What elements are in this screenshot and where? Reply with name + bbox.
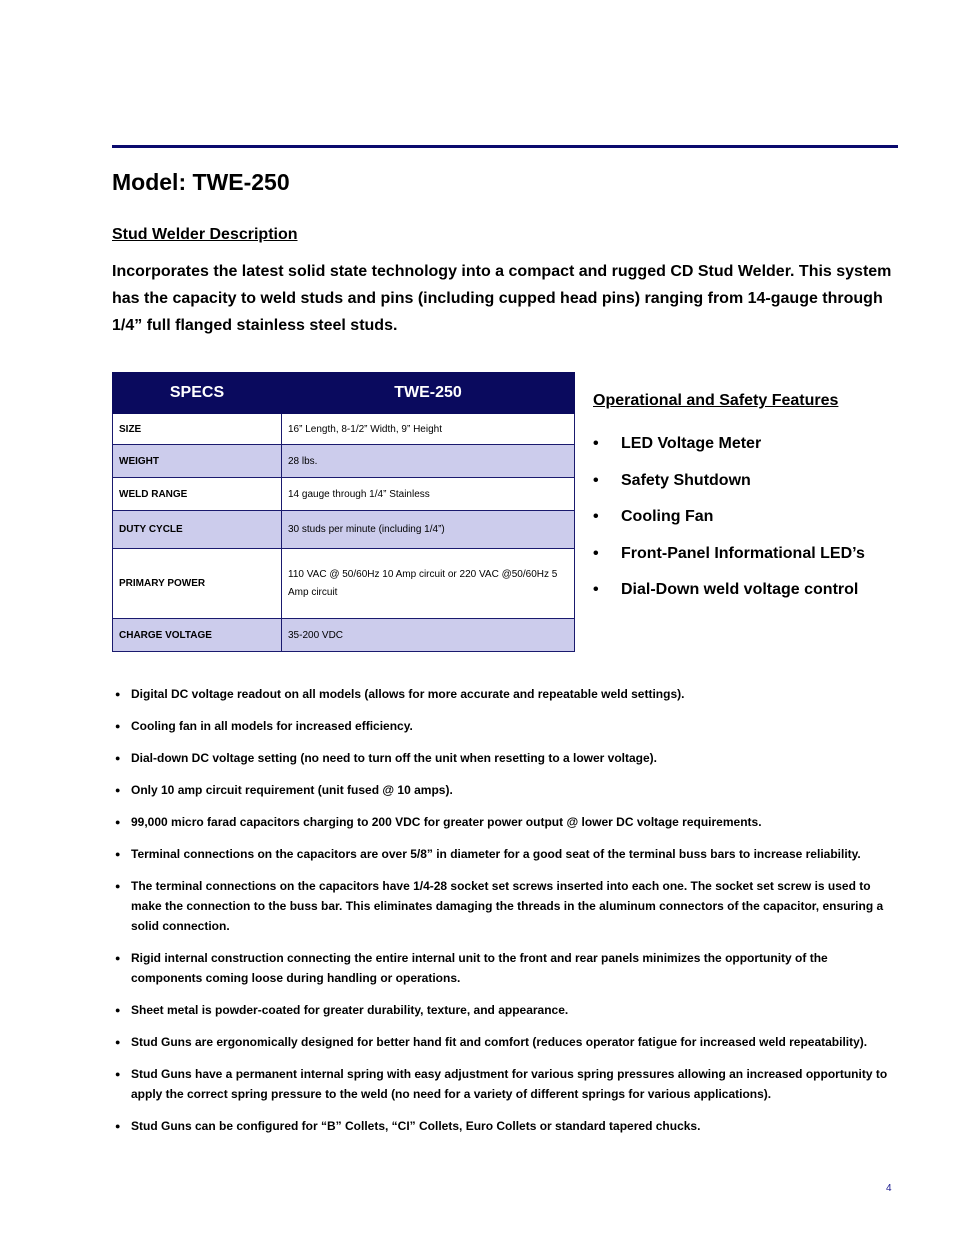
list-item: • Cooling Fan	[593, 502, 865, 539]
list-item: ● Sheet metal is powder-coated for greater durability, texture, and appearance.	[112, 1000, 897, 1020]
list-item: ● Stud Guns can be configured for “B” Collets, “CI” Collets, Euro Collets or standard tapered chucks.	[112, 1116, 897, 1136]
table-row	[113, 478, 575, 511]
list-item: ● 99,000 micro farad capacitors charging to 200 VDC for greater power output @ lower DC voltage requirements.	[112, 812, 897, 832]
spec-label: WEIGHT	[113, 445, 282, 478]
table-row	[113, 511, 575, 549]
spec-label: WELD RANGE	[113, 478, 282, 511]
list-item: ● Rigid internal construction connecting the entire internal unit to the front and rear panels minimizes the opportunity of the components coming loose during handling or operations.	[112, 948, 897, 988]
header-rule	[112, 145, 898, 148]
table-row	[113, 414, 575, 445]
description-text: Incorporates the latest solid state technology into a compact and rugged CD Stud Welder. This system has the capacity to weld studs and pins (including cupped head pins) ranging from 14-gauge through 1/4” full flanged stainless steel studs.	[112, 263, 892, 334]
list-item: • Front-Panel Informational LED’s	[593, 539, 865, 576]
specs-table	[112, 372, 575, 652]
specs-header-col1: SPECS	[113, 373, 282, 414]
list-item: ● Terminal connections on the capacitors are over 5/8” in diameter for a good seat of the terminal buss bars to increase reliability.	[112, 844, 897, 864]
spec-label: PRIMARY POWER	[113, 549, 282, 619]
list-item: • Dial-Down weld voltage control	[593, 575, 865, 612]
spec-label: DUTY CYCLE	[113, 511, 282, 549]
spec-value: 110 VAC @ 50/60Hz 10 Amp circuit or 220 VAC @50/60Hz 5 Amp circuit	[282, 549, 575, 619]
spec-label: CHARGE VOLTAGE	[113, 619, 282, 652]
list-item: ● Cooling fan in all models for increased efficiency.	[112, 716, 897, 736]
specs-header-row	[113, 373, 575, 414]
spec-value: 28 lbs.	[282, 445, 575, 478]
list-item: ● Digital DC voltage readout on all models (allows for more accurate and repeatable weld settings).	[112, 684, 897, 704]
features-heading: Operational and Safety Features	[593, 392, 839, 409]
list-item: • Safety Shutdown	[593, 466, 865, 503]
spec-label: SIZE	[113, 414, 282, 445]
spec-value: 14 gauge through 1/4” Stainless	[282, 478, 575, 511]
spec-value: 30 studs per minute (including 1/4”)	[282, 511, 575, 549]
list-item: • LED Voltage Meter	[593, 429, 865, 466]
spec-value: 35-200 VDC	[282, 619, 575, 652]
list-item: ● Stud Guns have a permanent internal spring with easy adjustment for various spring pressures allowing an increased opportunity to apply the correct spring pressure to the weld (no need for a variety of different springs for various applications).	[112, 1064, 897, 1104]
table-row	[113, 619, 575, 652]
description-heading: Stud Welder Description	[112, 226, 298, 243]
specs-header-col2: TWE-250	[282, 373, 575, 414]
page-number: 4	[886, 1183, 892, 1194]
details-list	[112, 684, 897, 1148]
list-item: ● The terminal connections on the capacitors have 1/4-28 socket set screws inserted into each one. The socket set screw is used to make the connection to the buss bar. This eliminates damaging the threads in the aluminum connectors of the capacitor, ensuring a solid connection.	[112, 876, 897, 936]
spec-value: 16” Length, 8-1/2” Width, 9” Height	[282, 414, 575, 445]
model-title: Model: TWE-250	[112, 169, 290, 195]
features-list	[593, 429, 865, 612]
list-item: ● Stud Guns are ergonomically designed for better hand fit and comfort (reduces operator fatigue for increased weld repeatability).	[112, 1032, 897, 1052]
table-row	[113, 445, 575, 478]
list-item: ● Dial-down DC voltage setting (no need to turn off the unit when resetting to a lower voltage).	[112, 748, 897, 768]
table-row	[113, 549, 575, 619]
list-item: ● Only 10 amp circuit requirement (unit fused @ 10 amps).	[112, 780, 897, 800]
